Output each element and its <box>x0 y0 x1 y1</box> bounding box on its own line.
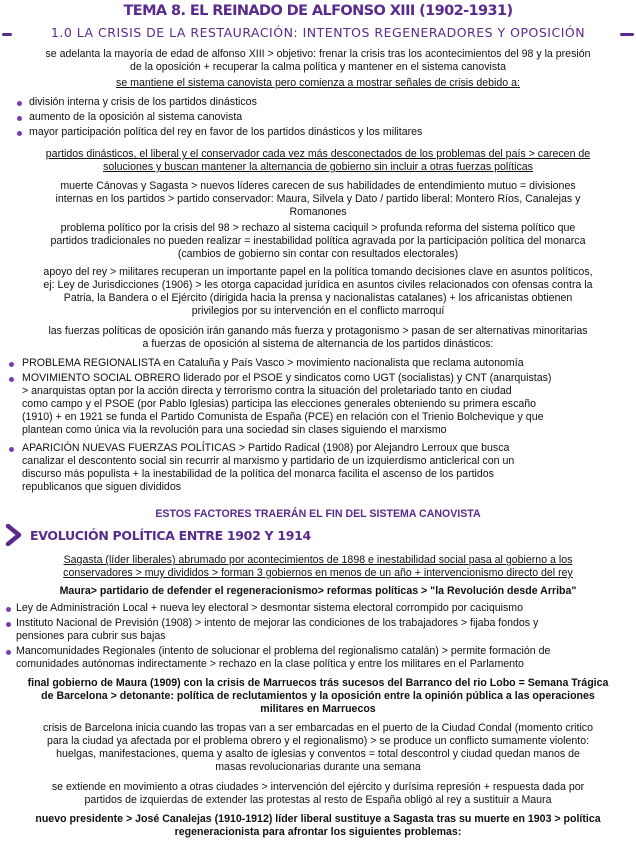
section-heading: EVOLUCIÓN POLÍTICA ENTRE 1902 Y 1914 <box>30 528 311 543</box>
cause-item: mayor participación política del rey en favor de los partidos dinásticos y los militares <box>29 126 423 138</box>
paragraph-line: ej: Ley de Jurisdicciones (1906) > les otorga capacidad jurídica en asuntos civiles relacionados con ofensas contra la <box>43 279 593 291</box>
paragraph-line: (cambios de gobierno sin contar con resultados electorales) <box>177 248 459 260</box>
bullet-icon <box>9 447 14 452</box>
opposition-item: PROBLEMA REGIONALISTA en Cataluña y País Vasco > movimiento nacionalista que reclama autonomía <box>22 357 524 369</box>
section-conclusion: ESTOS FACTORES TRAERÁN EL FIN DEL SISTEMA CANOVISTA <box>155 508 481 520</box>
opposition-item-line: plantean como única via la revolución para una sociedad sin clases siguiendo el marxismo <box>22 424 447 436</box>
final-maura-line: militares en Marruecos <box>260 703 376 715</box>
crisis-line: huelgas, manifestaciones, quema y asalto de iglesias y conventos = total descontrol y ciudad quedan manos de <box>56 748 580 760</box>
bullet-icon <box>6 607 11 612</box>
maura-reform: Mancomunidades Regionales (intento de solucionar el problema del regionalismo catalán) > permite formación de <box>16 645 551 657</box>
extension-line: partidos de izquierdas de extender las protestas al resto de España obligó al rey a sustituir a Maura <box>84 794 552 806</box>
bullet-icon <box>9 362 14 367</box>
paragraph-line: Patria, la Bandera o el Ejército (dirigida hacia la prensa y nacionalistas catalanes) + los africanistas obtienen <box>63 292 573 304</box>
extension-line: se extiende en movimiento a otras ciudades > intervención del ejército y durísima represión + respuesta dada por <box>51 781 585 793</box>
paragraph-line: internas en los partidos > partido conservador: Maura, Silvela y Dato / partido liberal: Montero Ríos, Canalejas y <box>55 193 581 205</box>
opposition-item-line: como campo y el PSOE (por Pablo Iglesias) participa las elecciones generales obteniendo su primera escaño <box>22 398 537 410</box>
opposition-item-line: republicanos que siguen divididos <box>22 481 182 493</box>
paragraph-line: problema político por la crisis del 98 > rechazo al sistema caciquil > profunda reforma del sistema político que <box>60 222 576 234</box>
bullet-icon <box>6 622 11 627</box>
bullet-icon <box>17 116 22 121</box>
maura-line: Maura> partidario de defender el regeneracionismo> reformas políticas > "la Revolución desde Arriba" <box>59 585 577 597</box>
maura-reform: Ley de Administración Local + nueva ley electoral > desmontar sistema electoral corrompido por caciquismo <box>16 602 523 614</box>
bullet-icon <box>17 101 22 106</box>
intro-line: se adelanta la mayoría de edad de alfonso XIII > objetivo: frenar la crisis tras los acontecimientos del 98 y la presión <box>45 48 591 60</box>
canalejas-line: nuevo presidente > José Canalejas (1910-1912) líder liberal sustituye a Sagasta tras su muerte en 1903 > política <box>35 813 601 825</box>
maura-reform-line: comunidades autónomas indirectamente > rechazo en la clase política y entre los militares en el Parlamento <box>16 658 524 670</box>
paragraph-line: apoyo del rey > militares recuperan un importante papel en la política tomando decisiones clave en asuntos políticos, <box>43 266 593 278</box>
bullet-icon <box>6 650 11 655</box>
evolution-line: Sagasta (líder liberales) abrumado por acontecimientos de 1898 e inestabilidad social pasa al gobierno a los <box>63 554 573 566</box>
paragraph-line: soluciones y buscan mantener la alternancia de gobierno sin incluir a otras fuerzas políticas <box>103 161 533 173</box>
intro-crisis-line: se mantiene el sistema canovista pero comienza a mostrar señales de crisis debido a: <box>116 77 520 89</box>
bullet-icon <box>9 377 14 382</box>
opposition-item: MOVIMIENTO SOCIAL OBRERO liderado por el PSOE y sindicatos como UGT (socialistas) y CNT (anarquistas) <box>22 372 552 384</box>
paragraph-line: partidos tradicionales no pueden realizar = inestabilidad política agravada por la participación política del monarca <box>50 235 586 247</box>
cause-item: aumento de la oposición al sistema canovista <box>29 111 243 123</box>
paragraph-line: partidos dinásticos, el liberal y el conservador cada vez más desconectados de los problemas del país > carecen de <box>45 148 591 160</box>
section-subtitle: 1.0 LA CRISIS DE LA RESTAURACIÓN: INTENTOS REGENERADORES Y OPOSICIÓN <box>50 25 586 40</box>
final-maura-line: de Barcelona > detonante: política de reclutamientos y la oposición entre la opinión pública a las operaciones <box>41 690 595 702</box>
bullet-icon <box>17 131 22 136</box>
intro-line: de la oposición + recuperar la calma política y mantener en el sistema canovista <box>130 61 506 73</box>
paragraph-line: muerte Cánovas y Sagasta > nuevos líderes carecen de sus habilidades de entendimiento mutuo = divisiones <box>60 180 576 192</box>
paragraph-line: privilegios por su intervención en el conflicto marroquí <box>191 305 445 317</box>
opposition-item-line: discurso más populista + la inestabilidad de la política del monarca facilita el ascenso de los partidos <box>22 468 494 480</box>
final-maura-line: final gobierno de Maura (1909) con la crisis de Marruecos trás sucesos del Barranco del rio Lobo = Semana Trágica <box>27 677 609 689</box>
opposition-item-line: (1910) + en 1921 se funda el Partido Comunista de España (PCE) en relación con el Trienio Bolchevique y que <box>22 411 544 423</box>
canalejas-line: regeneracionista para afrontar los siguientes problemas: <box>174 826 462 838</box>
paragraph-line: Romanones <box>289 206 347 218</box>
maura-reform: Instituto Nacional de Previsión (1908) > intento de mejorar las condiciones de los trabajadores > fijaba fondos y <box>16 617 539 629</box>
opposition-item: APARICIÓN NUEVAS FUERZAS POLÍTICAS > Partido Radical (1908) por Alejandro Lerroux que busca <box>22 442 510 454</box>
page-title: TEMA 8. EL REINADO DE ALFONSO XIII (1902-1931) <box>123 3 513 19</box>
crisis-line: crisis de Barcelona inicia cuando las tropas van a ser embarcadas en el puerto de la Ciudad Condal (momento critico <box>43 722 593 734</box>
opposition-item-line: canalizar el descontento social sin recurrir al marxismo y partidario de un izquierdismo anticlerical con un <box>22 455 515 467</box>
subtitle-line-right <box>620 33 634 36</box>
maura-reform-line: pensiones para cubrir sus bajas <box>16 630 166 642</box>
paragraph-line: las fuerzas políticas de oposición irán ganando más fuerza y protagonismo > pasan de ser alternativas minoritarias <box>48 325 588 337</box>
crisis-line: masas revolucionarias durante una semana <box>215 761 421 773</box>
chevron-right-icon <box>5 524 23 546</box>
opposition-item-line: > anarquistas optan por la acción directa y terrorismo contra la situación del proletariado tanto en ciudad <box>22 385 512 397</box>
crisis-line: para la ciudad ya afectada por el problema obrero y el regionalismo) > se produce un conflicto sumamente violento: <box>46 735 590 747</box>
paragraph-line: a fuerzas de oposición al sistema de alternancia de los partidos dinásticos: <box>142 338 494 350</box>
evolution-line: conservadores > muy divididos > forman 3 gobiernos en menos de un año + intervencionismo directo del rey <box>63 567 573 579</box>
cause-item: división interna y crisis de los partidos dinásticos <box>29 96 257 108</box>
